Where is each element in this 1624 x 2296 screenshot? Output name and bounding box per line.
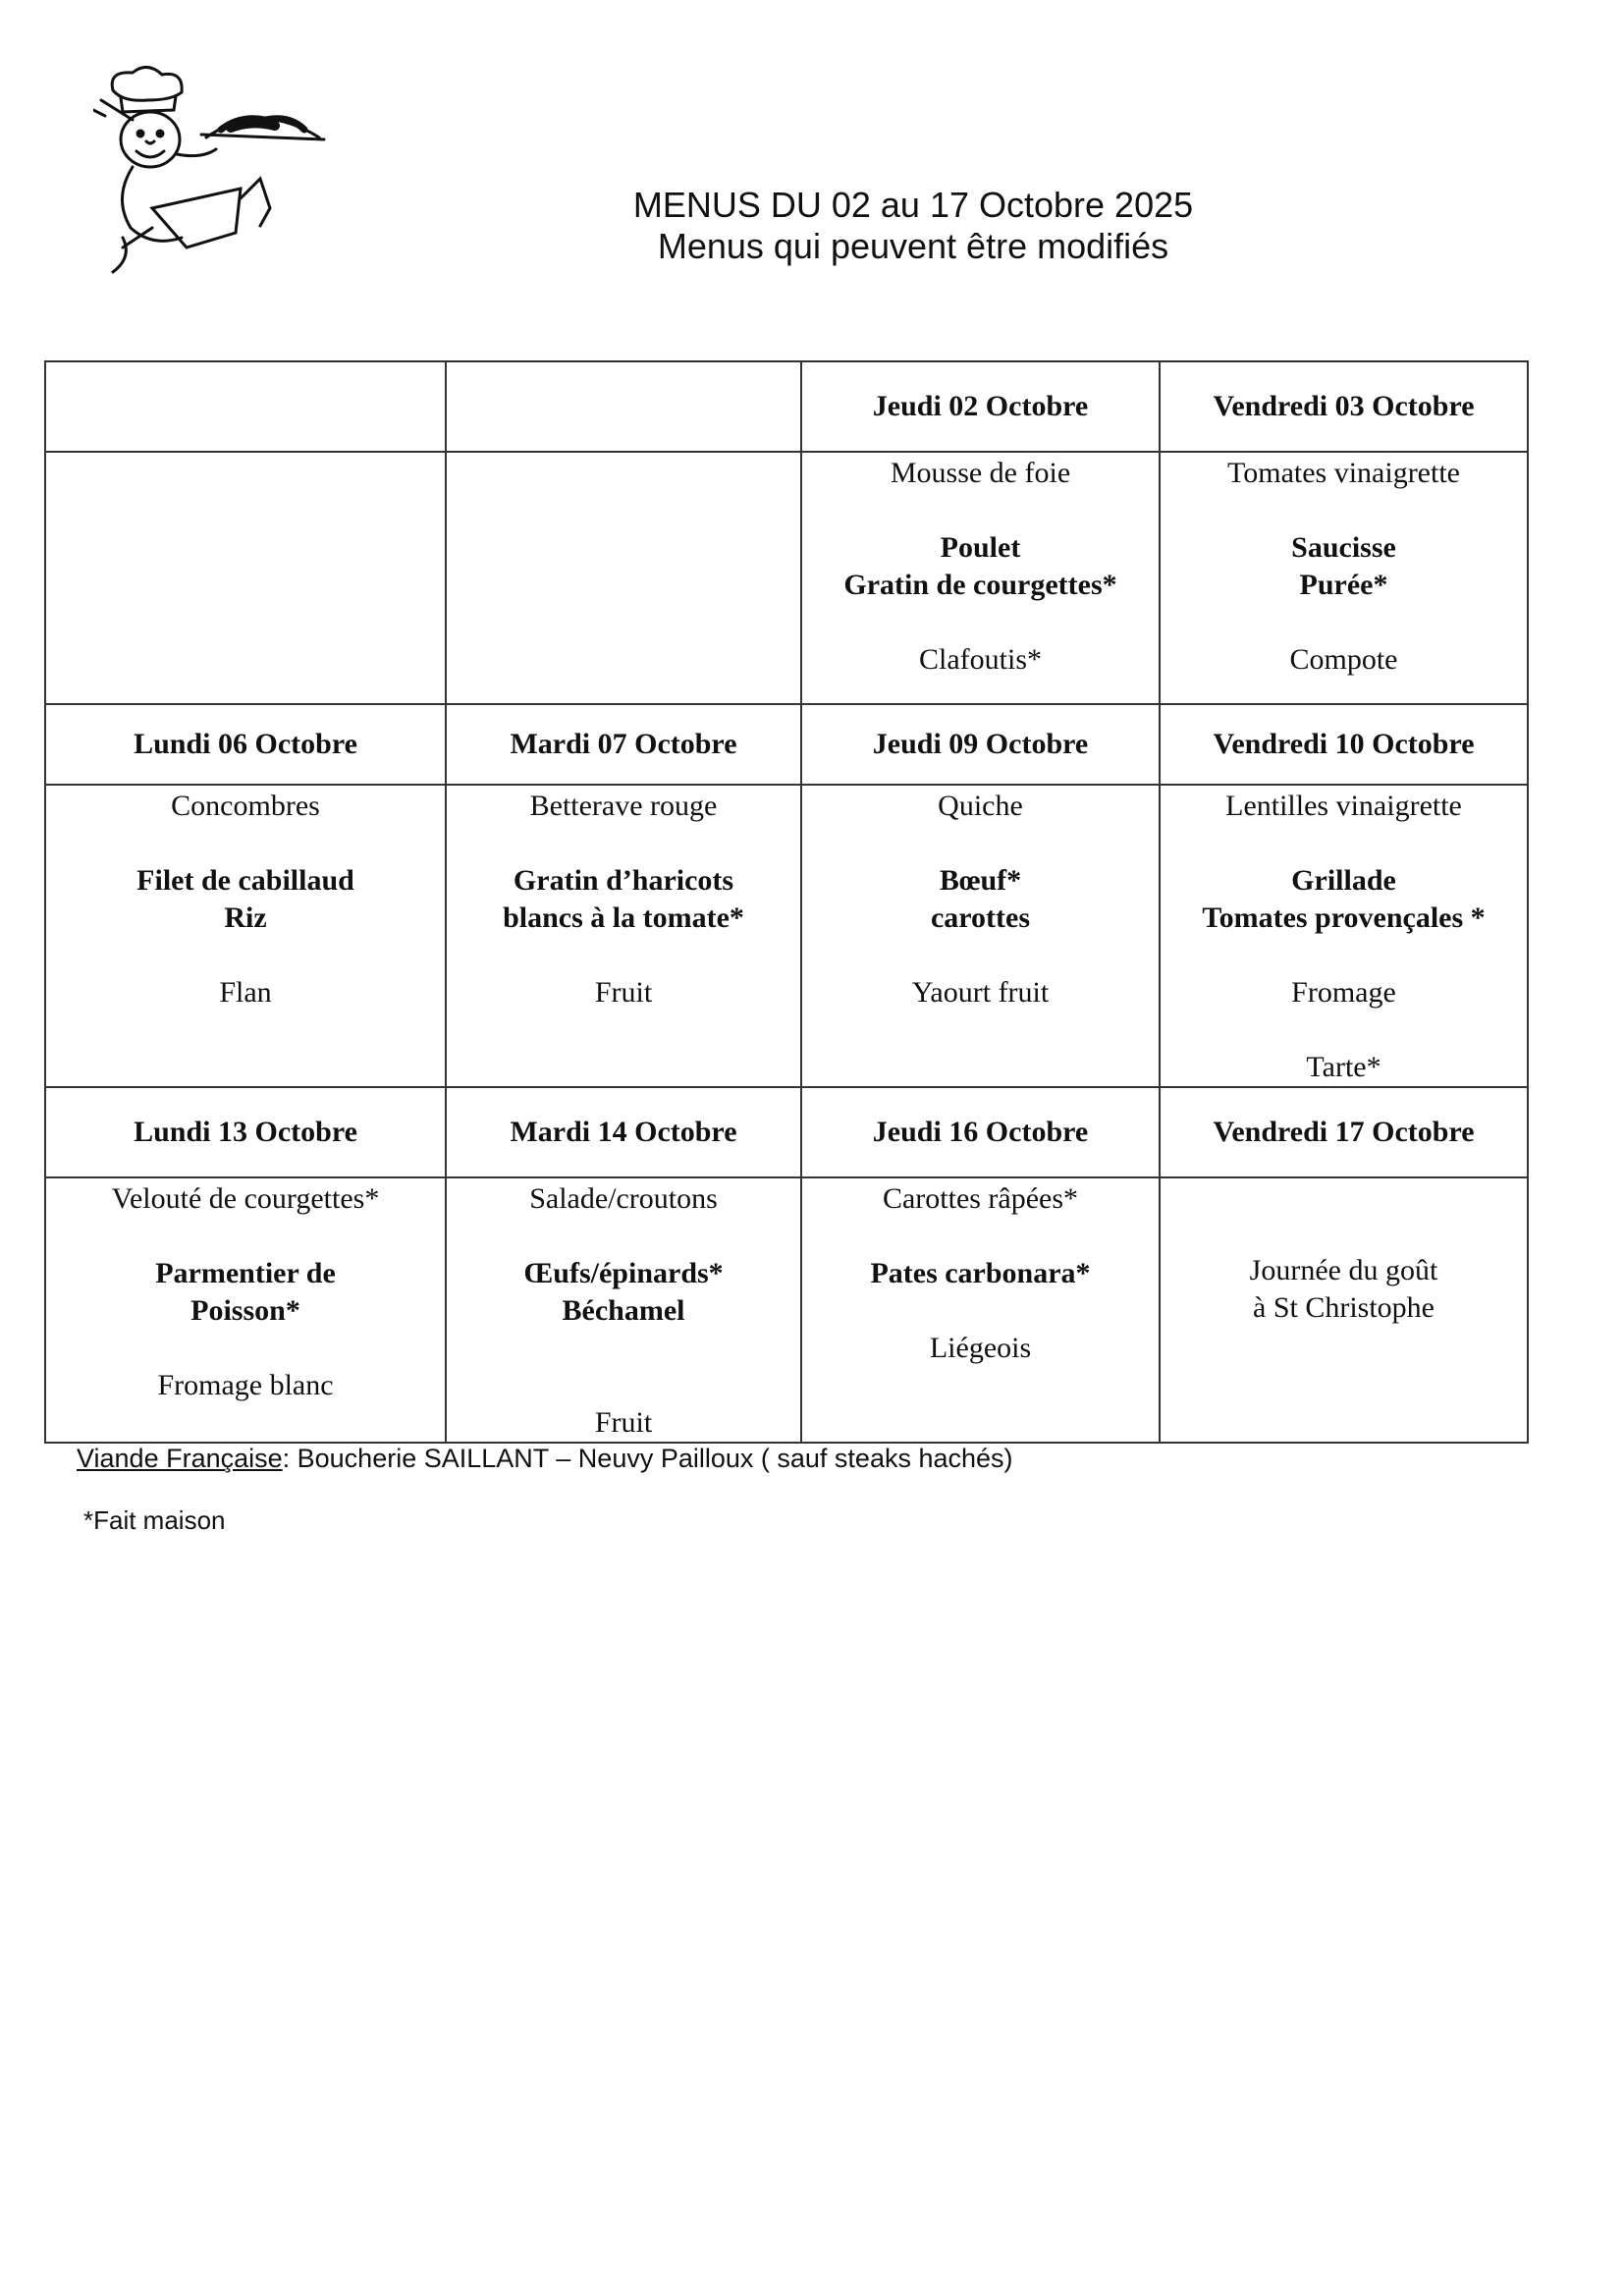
main-dish: Filet de cabillaud [136, 864, 354, 897]
day-header: Vendredi 17 Octobre [1160, 1087, 1528, 1177]
main-dish: Œufs/épinards* [523, 1257, 724, 1289]
week-3-menu-row [45, 1177, 1528, 1443]
week-3-header-row [45, 1087, 1528, 1177]
day-header: Vendredi 03 Octobre [1160, 361, 1528, 452]
starter: Lentilles vinaigrette [1225, 790, 1462, 822]
main-dish: Tomates provençales * [1202, 902, 1486, 934]
homemade-footnote: *Fait maison [83, 1505, 226, 1535]
dessert: Fruit [594, 1406, 653, 1439]
starter: Carottes râpées* [882, 1182, 1079, 1215]
starter: Quiche [938, 790, 1023, 822]
starter: Tomates vinaigrette [1227, 457, 1460, 489]
day-header: Jeudi 09 Octobre [801, 704, 1160, 785]
starter: Concombres [171, 790, 320, 822]
dessert: Compote [1289, 643, 1398, 676]
week-1-menu-row [45, 452, 1528, 704]
day-header [45, 361, 446, 452]
starter: Velouté de courgettes* [111, 1182, 380, 1215]
main-dish: Poisson* [190, 1294, 300, 1327]
dessert: Yaourt fruit [911, 976, 1050, 1009]
page-subtitle: Menus qui peuvent être modifiés [657, 226, 1169, 266]
meat-origin-text: : Boucherie SAILLANT – Neuvy Pailloux ( sauf steaks hachés) [282, 1444, 1013, 1473]
main-dish: Purée* [1299, 569, 1388, 601]
main-dish: Béchamel [562, 1294, 685, 1327]
menu-cell-empty [446, 452, 801, 704]
menu-cell [1160, 785, 1528, 1087]
cheese: Fromage [1291, 976, 1396, 1009]
day-header: Lundi 13 Octobre [45, 1087, 446, 1177]
day-header: Jeudi 02 Octobre [801, 361, 1160, 452]
menu-cell [1160, 452, 1528, 704]
event-note: Journée du goût [1249, 1254, 1438, 1286]
dessert: Clafoutis* [919, 643, 1042, 676]
menu-cell [446, 785, 801, 1087]
main-dish: Gratin de courgettes* [843, 569, 1117, 601]
day-header: Mardi 14 Octobre [446, 1087, 801, 1177]
menu-cell [801, 785, 1160, 1087]
starter: Betterave rouge [529, 790, 718, 822]
main-dish: Saucisse [1291, 531, 1396, 564]
menu-cell [45, 1177, 446, 1443]
week-2-menu-row [45, 785, 1528, 1087]
meat-origin-note [77, 1442, 1013, 1475]
day-header: Vendredi 10 Octobre [1160, 704, 1528, 785]
dessert: Fromage blanc [157, 1369, 334, 1401]
starter: Salade/croutons [529, 1182, 718, 1215]
chef-logo-icon [93, 61, 349, 287]
main-dish: Riz [224, 902, 267, 934]
main-dish: carottes [930, 902, 1031, 934]
main-dish: Poulet [940, 531, 1021, 564]
main-dish: Pates carbonara* [870, 1257, 1091, 1289]
day-header: Mardi 07 Octobre [446, 704, 801, 785]
menu-cell [801, 1177, 1160, 1443]
week-1-header-row [45, 361, 1528, 452]
dessert: Liégeois [929, 1332, 1032, 1364]
menu-cell [45, 785, 446, 1087]
page-title: MENUS DU 02 au 17 Octobre 2025 [632, 185, 1194, 225]
dessert: Fruit [594, 976, 653, 1009]
meat-origin-label: Viande Française [77, 1444, 283, 1473]
menu-table [44, 360, 1529, 1444]
menu-cell [446, 1177, 801, 1443]
dessert: Flan [219, 976, 272, 1009]
starter: Mousse de foie [890, 457, 1071, 489]
main-dish: blancs à la tomate* [503, 902, 744, 934]
week-2-header-row [45, 704, 1528, 785]
event-note: à St Christophe [1253, 1291, 1435, 1324]
main-dish: Gratin d’haricots [513, 864, 734, 897]
title-block [550, 185, 1276, 267]
day-header [446, 361, 801, 452]
day-header: Lundi 06 Octobre [45, 704, 446, 785]
day-header: Jeudi 16 Octobre [801, 1087, 1160, 1177]
menu-cell [801, 452, 1160, 704]
dessert: Tarte* [1306, 1051, 1381, 1083]
menu-cell [1160, 1177, 1528, 1443]
main-dish: Grillade [1291, 864, 1396, 897]
main-dish: Parmentier de [155, 1257, 336, 1289]
menu-cell-empty [45, 452, 446, 704]
main-dish: Bœuf* [939, 864, 1022, 897]
